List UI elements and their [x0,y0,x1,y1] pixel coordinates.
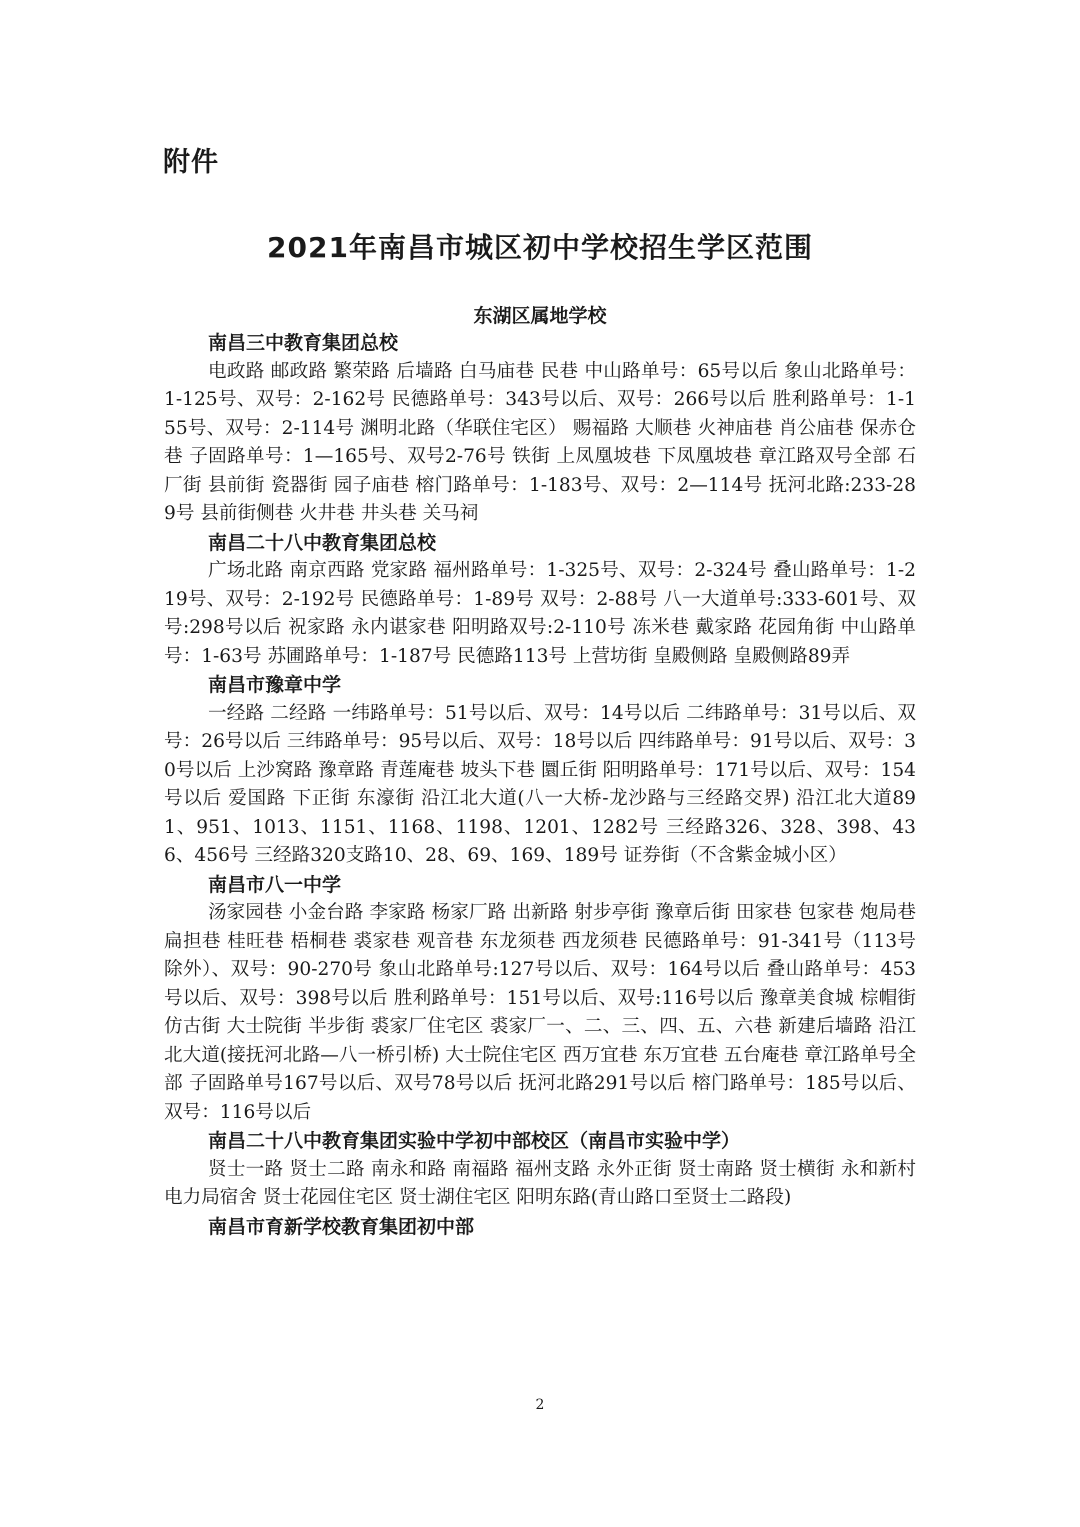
school-list [164,329,916,1241]
school-name: 南昌市八一中学 [208,873,342,896]
document-title: 2021年南昌市城区初中学校招生学区范围 [267,231,813,264]
school-name: 南昌二十八中教育集团总校 [208,531,437,554]
page-number: 2 [535,1397,545,1413]
school-range: 汤家园巷 小金台路 李家路 杨家厂路 出新路 射步亭街 豫章后街 田家巷 包家巷 炮局巷 扁担巷 桂旺巷 梧桐巷 裘家巷 观音巷 东龙须巷 西龙须巷 民德路单号：91-341号（113号除外）、双号：90-270号 象山北路单号:127号以后、双号：164号以后 叠山路单号：453号以后、双号：398号以后 胜利路单号：151号以后、双号:116号以后 豫章美食城 棕帽街 仿古街 大士院街 半步街 裘家厂住宅区 裘家厂一、二、三、四、五、六巷 新建后墙路 沿江北大道(接抚河北路—八一桥引桥) 大士院住宅区 西万宜巷 东万宜巷 五台庵巷 章江路单号全部 子固路单号167号以后、双号78号以后 抚河北路291号以后 榕门路单号：185号以后、双号：116号以后 [164,902,916,1123]
school-block [164,529,916,672]
school-range: 广场北路 南京西路 党家路 福州路单号：1-325号、双号：2-324号 叠山路单号：1-219号、双号：2-192号 民德路单号：1-89号 双号：2-88号 八一大道单号:333-601号、双号:298号以后 祝家路 永内谌家巷 阳明路双号:2-110号 冻米巷 戴家路 花园角街 中山路单号：1-63号 苏圃路单号：1-187号 民德路113号 上营坊街 皇殿侧路 皇殿侧路89弄 [164,560,916,667]
school-block [164,871,916,1128]
school-block [164,1213,916,1242]
school-block [164,671,916,871]
school-block [164,329,916,529]
district-heading: 东湖区属地学校 [473,305,607,327]
school-range: 一经路 二经路 一纬路单号：51号以后、双号：14号以后 二纬路单号：31号以后、双号：26号以后 三纬路单号：95号以后、双号：18号以后 四纬路单号：91号以后、双号：30号以后 上沙窝路 豫章路 青莲庵巷 坡头下巷 圜丘街 阳明路单号：171号以后、双号：154号以后 爱国路 下正街 东濠街 沿江北大道(八一大桥-龙沙路与三经路交界) 沿江北大道891、951、1013、1151、1168、1198、1201、1282号 三经路326、328、398、436、456号 三经路320支路10、28、69、169、189号 证券街（不含紫金城小区） [164,702,916,866]
school-range: 贤士一路 贤士二路 南永和路 南福路 福州支路 永外正街 贤士南路 贤士横街 永和新村 电力局宿舍 贤士花园住宅区 贤士湖住宅区 阳明东路(青山路口至贤士二路段) [164,1158,916,1208]
attachment-label: 附件 [163,147,219,178]
school-name: 南昌市育新学校教育集团初中部 [208,1215,475,1238]
school-block [164,1127,916,1213]
school-name: 南昌二十八中教育集团实验中学初中部校区（南昌市实验中学） [208,1130,741,1152]
school-name: 南昌三中教育集团总校 [208,332,399,354]
school-range: 电政路 邮政路 繁荣路 后墙路 白马庙巷 民巷 中山路单号：65号以后 象山北路单号：1-125号、双号：2-162号 民德路单号：343号以后、双号：266号以后 胜利路单号：1-155号、双号：2-114号 渊明北路（华联住宅区） 赐福路 大顺巷 火神庙巷 肖公庙巷 保赤仓巷 子固路单号：1—165号、双号2-76号 铁街 上凤凰坡巷 下凤凰坡巷 章江路双号全部 石厂街 县前街 瓷器街 园子庙巷 榕门路单号：1-183号、双号：2—114号 抚河北路:233-289号 县前街侧巷 火井巷 井头巷 关马祠 [164,360,916,524]
school-name: 南昌市豫章中学 [208,674,342,696]
